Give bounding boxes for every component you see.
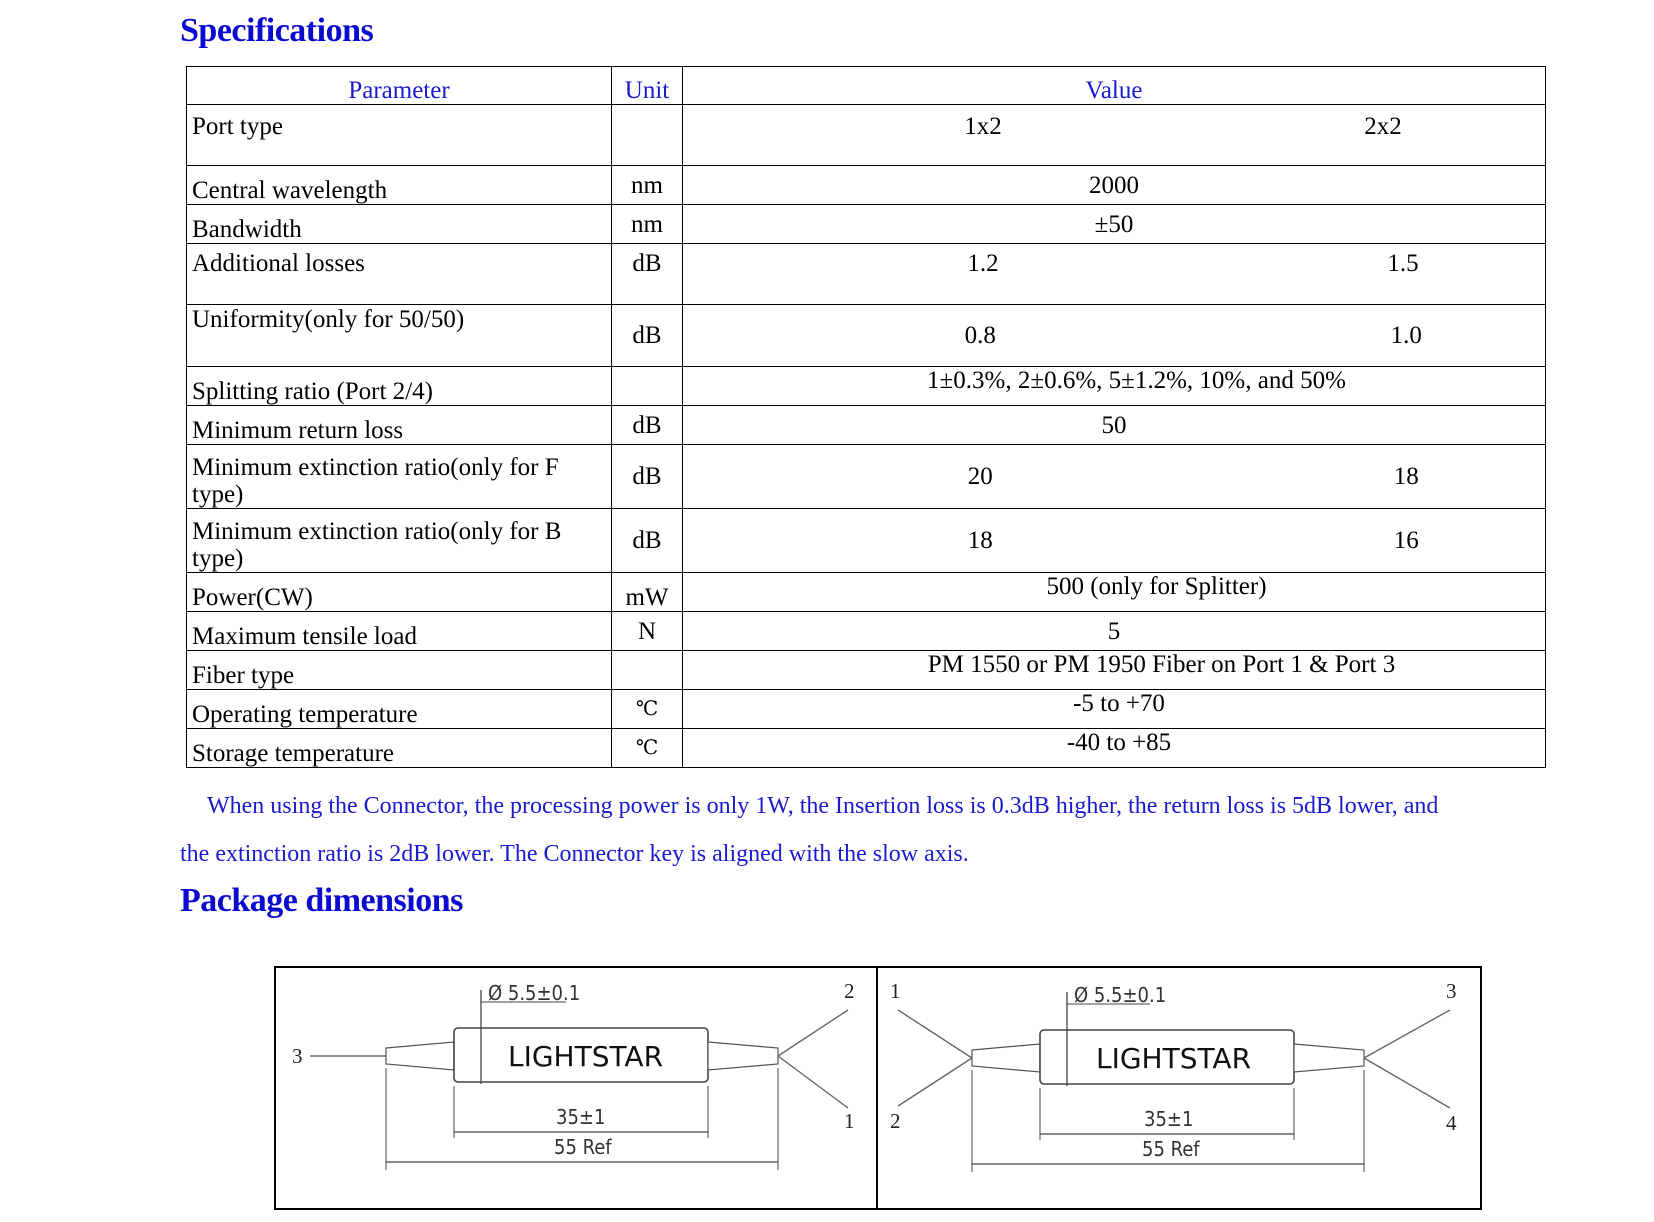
value-f-1x2: 20: [967, 463, 993, 490]
output-fiber-3: [1364, 1010, 1450, 1058]
table-row: [187, 729, 1546, 768]
value-cell: -40 to +85: [683, 729, 1546, 768]
port-2-label: 2: [890, 1109, 901, 1133]
unit-cell: dB: [612, 445, 683, 509]
param-cell: Bandwidth: [187, 205, 612, 244]
table-row: [187, 612, 1546, 651]
value-cell: 2000: [683, 166, 1546, 205]
header-unit: Unit: [612, 67, 683, 105]
header-parameter: Parameter: [187, 67, 612, 105]
specifications-table: [186, 66, 1546, 768]
param-cell: Minimum return loss: [187, 406, 612, 445]
value-cell: [683, 445, 1546, 509]
table-row: [187, 509, 1546, 573]
param-cell: Fiber type: [187, 651, 612, 690]
value-cell: [683, 244, 1546, 305]
value-2x2: 1.5: [1387, 250, 1419, 277]
table-header-row: [187, 67, 1546, 105]
value-cell: ±50: [683, 205, 1546, 244]
connector-note: [180, 782, 1580, 878]
value-cell: [683, 509, 1546, 573]
param-cell: Central wavelength: [187, 166, 612, 205]
unit-cell: [612, 651, 683, 690]
value-2x2: 2x2: [1364, 113, 1402, 140]
port-2-label: 2: [844, 979, 855, 1003]
unit-cell: dB: [612, 244, 683, 305]
value-b-2x2: 16: [1393, 527, 1419, 554]
value-cell: 500 (only for Splitter): [683, 573, 1546, 612]
param-cell: Splitting ratio (Port 2/4): [187, 367, 612, 406]
value-cell: [683, 305, 1546, 367]
table-row: [187, 244, 1546, 305]
body-length-label: 35±1: [556, 1105, 606, 1129]
package-diagram-2x2: [876, 966, 1482, 1210]
param-cell: Port type: [187, 105, 612, 166]
brand-label: LIGHTSTAR: [508, 1040, 664, 1073]
port-1-label: 1: [844, 1109, 855, 1133]
param-cell: Minimum extinction ratio(only for F type): [187, 445, 612, 509]
total-length-label: 55 Ref: [1142, 1137, 1200, 1161]
value-cell: [683, 105, 1546, 166]
table-row: [187, 367, 1546, 406]
diagram-1x2-svg: [276, 968, 876, 1208]
output-fiber-4: [1364, 1058, 1450, 1108]
value-2x2: 1.0: [1390, 322, 1422, 349]
value-cell: -5 to +70: [683, 690, 1546, 729]
value-1x2: 1x2: [964, 113, 1002, 140]
value-f-2x2: 18: [1393, 463, 1419, 490]
param-cell: Storage temperature: [187, 729, 612, 768]
package-dimensions-heading: Package dimensions: [180, 882, 463, 919]
right-boot: [708, 1042, 778, 1070]
unit-cell: nm: [612, 166, 683, 205]
param-cell: Uniformity(only for 50/50): [187, 305, 612, 367]
unit-cell: [612, 105, 683, 166]
diagram-2x2-svg: [878, 968, 1480, 1208]
note-line-1: When using the Connector, the processing power is only 1W, the Insertion loss is 0.3dB higher, the return loss is 5dB lower, and: [207, 793, 1439, 819]
left-boot: [386, 1042, 454, 1070]
diameter-label: Ø 5.5±0.1: [488, 981, 581, 1005]
param-cell: Power(CW): [187, 573, 612, 612]
table-row: [187, 205, 1546, 244]
value-b-1x2: 18: [967, 527, 993, 554]
input-fiber-2: [898, 1058, 972, 1106]
unit-cell: dB: [612, 509, 683, 573]
value-cell: 50: [683, 406, 1546, 445]
brand-label: LIGHTSTAR: [1096, 1042, 1252, 1075]
specifications-heading: Specifications: [180, 12, 374, 49]
value-1x2: 1.2: [967, 250, 999, 277]
port-3-label: 3: [1446, 979, 1457, 1003]
table-row: [187, 305, 1546, 367]
unit-cell: mW: [612, 573, 683, 612]
table-row: [187, 105, 1546, 166]
param-cell: Operating temperature: [187, 690, 612, 729]
output-fiber-2: [778, 1010, 848, 1056]
port-1-label: 1: [890, 979, 901, 1003]
unit-cell: dB: [612, 305, 683, 367]
left-boot: [972, 1044, 1040, 1072]
unit-cell: nm: [612, 205, 683, 244]
package-diagram-1x2: [274, 966, 878, 1210]
value-cell: 5: [683, 612, 1546, 651]
total-length-label: 55 Ref: [554, 1135, 612, 1159]
unit-cell: dB: [612, 406, 683, 445]
param-cell: Additional losses: [187, 244, 612, 305]
value-1x2: 0.8: [964, 322, 996, 349]
table-row: [187, 690, 1546, 729]
body-length-label: 35±1: [1144, 1107, 1194, 1131]
table-row: [187, 445, 1546, 509]
value-cell: PM 1550 or PM 1950 Fiber on Port 1 & Port 3: [683, 651, 1546, 690]
unit-cell: [612, 367, 683, 406]
note-line-2: the extinction ratio is 2dB lower. The Connector key is aligned with the slow axis.: [180, 841, 969, 867]
table-row: [187, 406, 1546, 445]
input-fiber-1: [898, 1010, 972, 1058]
table-row: [187, 651, 1546, 690]
right-boot: [1294, 1044, 1364, 1072]
table-row: [187, 573, 1546, 612]
diameter-label: Ø 5.5±0.1: [1074, 983, 1167, 1007]
unit-cell: N: [612, 612, 683, 651]
output-fiber-1: [778, 1056, 848, 1108]
port-3-label: 3: [292, 1044, 303, 1068]
param-cell: Maximum tensile load: [187, 612, 612, 651]
value-cell: 1±0.3%, 2±0.6%, 5±1.2%, 10%, and 50%: [683, 367, 1546, 406]
port-4-label: 4: [1446, 1111, 1457, 1135]
param-cell: Minimum extinction ratio(only for B type): [187, 509, 612, 573]
header-value: Value: [683, 67, 1546, 105]
unit-cell: ℃: [612, 729, 683, 768]
unit-cell: ℃: [612, 690, 683, 729]
table-row: [187, 166, 1546, 205]
